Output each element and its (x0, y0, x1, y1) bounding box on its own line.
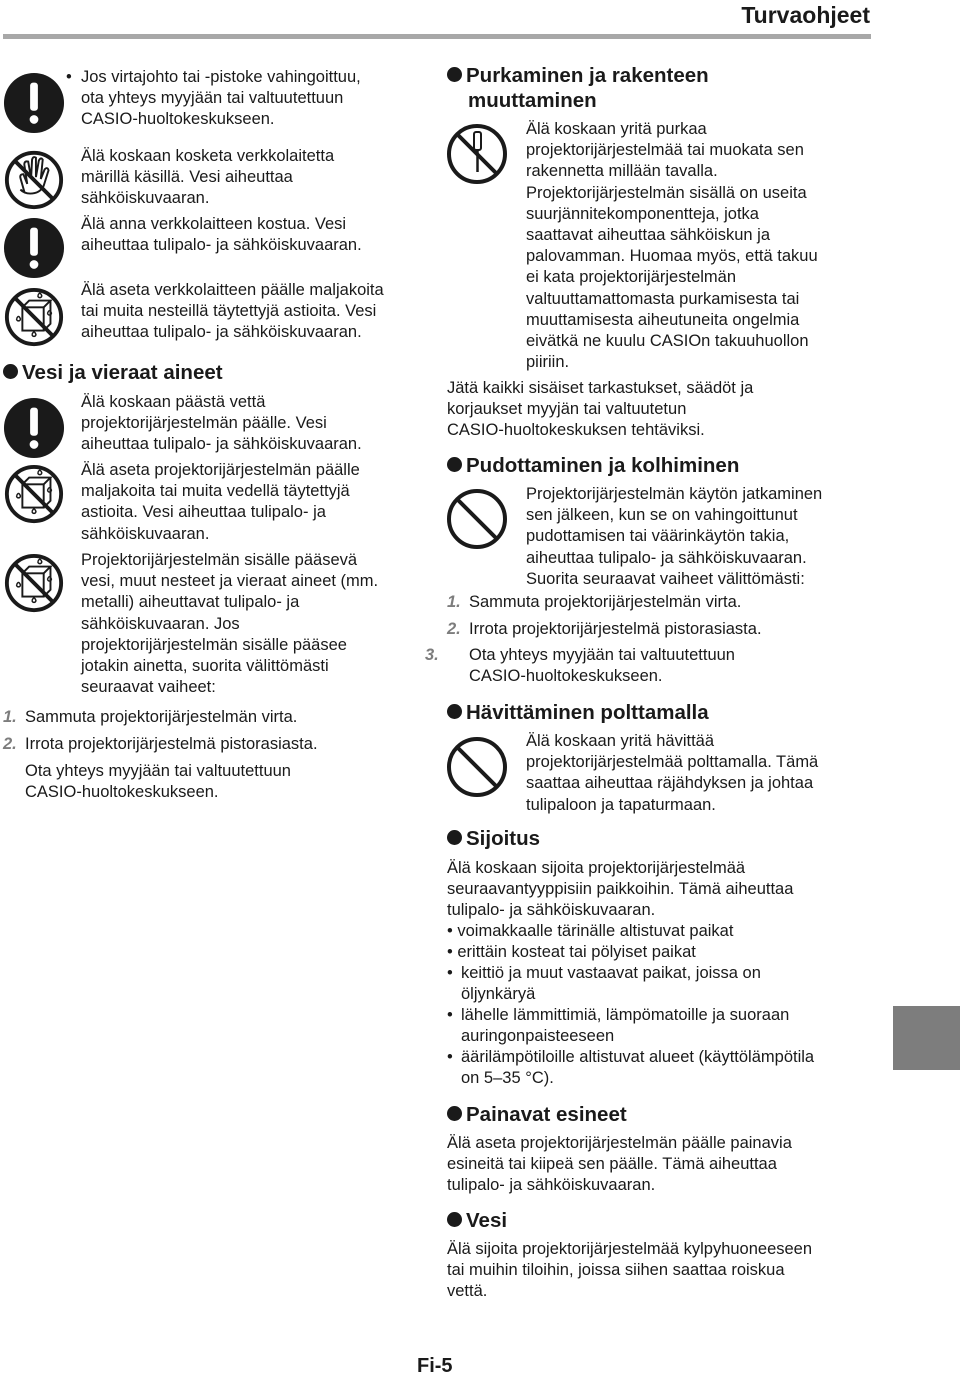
list-item (447, 963, 761, 1005)
section-heading-text: Vesi ja vieraat aineet (22, 361, 223, 384)
step-item (447, 592, 741, 613)
exclamation-icon (3, 217, 65, 279)
step-text: Ota yhteys myyjään tai valtuutettuun CASIO-huoltokeskukseen. (469, 646, 735, 686)
step-text: Sammuta projektorijärjestelmän virta. (469, 593, 742, 611)
section-heading-location (447, 827, 540, 852)
step-item (3, 734, 318, 755)
chapter-tab (893, 1006, 960, 1070)
section-bullet-icon (447, 457, 462, 472)
list-item: • voimakkaalle tärinälle altistuvat paikat (447, 922, 734, 940)
section-bullet-icon (447, 1106, 462, 1121)
section-heading-disassembly (447, 64, 709, 113)
right-paragraph: Älä sijoita projektorijärjestelmää kylpyhuoneeseen tai muihin tiloihin, joissa siihen saattaa roiskua vettä. (447, 1240, 813, 1301)
bullet-marker: • (66, 68, 72, 86)
step-text: Ota yhteys myyjään tai valtuutettuun CASIO-huoltokeskukseen. (25, 762, 291, 802)
page-header-title: Turvaohjeet (741, 2, 870, 28)
section-heading-text: Painavat esineet (466, 1103, 627, 1126)
list-item: • erittäin kosteat tai pölyiset paikat (447, 943, 696, 961)
list-item-text: äärilämpötiloille altistuvat alueet (käyttölämpötila on 5–35 °C). (461, 1048, 815, 1088)
step-number: 1. (447, 593, 461, 611)
list-item (447, 1005, 789, 1047)
left-bullet-text: Jos virtajohto tai -pistoke vahingoittuu, ota yhteys myyjään tai valtuutettuun CASIO-huoltokeskukseen. (81, 68, 361, 129)
list-item-text: keittiö ja muut vastaavat paikat, joissa on öljynkäryä (461, 964, 761, 1004)
section-heading-heavy (447, 1103, 627, 1128)
section-heading-drop (447, 454, 739, 479)
section-heading-text: Purkaminen ja rakenteen muuttaminen (466, 64, 709, 112)
section-heading-text: Sijoitus (466, 827, 541, 850)
no-water-icon (3, 286, 65, 348)
right-paragraph: Projektorijärjestelmän käytön jatkaminen sen jälkeen, kun se on vahingoittunut pudottamisen tai väärinkäytön takia, aiheuttaa tulipalo- ja sähköiskuvaaran. Suorita seuraavat vaiheet välittömästi: (526, 485, 823, 588)
no-water-icon (3, 463, 65, 525)
section-bullet-icon (447, 1212, 462, 1227)
right-paragraph: Älä koskaan yritä hävittää projektorijärjestelmää polttamalla. Tämä saattaa aiheuttaa räjähdyksen ja johtaa tulipaloon ja tapaturmaan. (526, 732, 819, 814)
step-text: Irrota projektorijärjestelmä pistorasiasta. (25, 735, 318, 753)
section-bullet-icon (447, 830, 462, 845)
list-bullet: • (447, 1048, 453, 1066)
step-item (425, 645, 735, 687)
section-heading-text: Hävittäminen polttamalla (466, 701, 709, 724)
right-paragraph: Älä aseta projektorijärjestelmän päälle painavia esineitä tai kiipeä sen päälle. Tämä aiheuttaa tulipalo- ja sähköiskuvaaran. (447, 1134, 792, 1195)
right-paragraph: Jätä kaikki sisäiset tarkastukset, säädöt ja korjaukset myyjän tai valtuutetun CASIO-huoltokeskuksen tehtäviksi. (447, 379, 754, 440)
left-paragraph: Älä aseta verkkolaitteen päälle maljakoita tai muita nesteillä täytettyjä astioita. Vesi aiheuttaa tulipalo- ja sähköiskuvaaran. (81, 281, 384, 342)
right-paragraph: Älä koskaan sijoita projektorijärjestelmää seuraavantyyppisiin paikkoihin. Tämä aiheuttaa tulipalo- ja sähköiskuvaaran. (447, 859, 794, 920)
section-heading-text: Pudottaminen ja kolhiminen (466, 454, 740, 477)
prohibition-icon (445, 487, 509, 551)
section-bullet-icon (447, 67, 462, 82)
no-water-icon (3, 552, 65, 614)
step-number: 2. (3, 735, 17, 753)
section-bullet-icon (3, 364, 18, 379)
section-heading-water (3, 361, 223, 386)
step-item (3, 761, 291, 803)
step-number: 3. (425, 646, 439, 664)
section-heading-burn (447, 701, 709, 726)
step-text: Irrota projektorijärjestelmä pistorasiasta. (469, 620, 762, 638)
list-item-text: voimakkaalle tärinälle altistuvat paikat (457, 922, 734, 940)
left-paragraph: Projektorijärjestelmän sisälle pääsevä vesi, muut nesteet ja vieraat aineet (mm. metalli) aiheuttavat tulipalo- ja sähköiskuvaaran. Jos projektorijärjestelmän sisälle pääsee jotakin ainetta, suorita välittömästi seuraavat vaiheet: (81, 551, 379, 697)
header-rule (3, 34, 871, 39)
left-paragraph: Älä koskaan kosketa verkkolaitetta märillä käsillä. Vesi aiheuttaa sähköiskuvaaran. (81, 147, 335, 208)
list-bullet: • (447, 1006, 453, 1024)
left-paragraph: Älä anna verkkolaitteen kostua. Vesi aiheuttaa tulipalo- ja sähköiskuvaaran. (81, 215, 362, 255)
left-paragraph: Älä aseta projektorijärjestelmän päälle maljakoita tai muita vedellä täytettyjä astioita. Vesi aiheuttaa tulipalo- ja sähköiskuvaaran. (81, 461, 360, 543)
list-item-text: lähelle lämmittimiä, lämpömatoille ja suoraan auringonpaisteeseen (461, 1006, 790, 1046)
left-paragraph: Älä koskaan päästä vettä projektorijärjestelmän päälle. Vesi aiheuttaa tulipalo- ja sähköiskuvaaran. (81, 393, 362, 454)
list-bullet: • (447, 964, 453, 982)
step-text: Sammuta projektorijärjestelmän virta. (25, 708, 298, 726)
exclamation-icon (3, 397, 65, 459)
page-number: Fi-5 (417, 1355, 453, 1377)
section-heading-text: Vesi (466, 1209, 508, 1232)
step-number (3, 761, 25, 782)
step-item (447, 619, 762, 640)
exclamation-icon (3, 72, 65, 134)
step-number: 2. (447, 620, 461, 638)
step-item (3, 707, 297, 728)
no-wet-hands-icon (3, 149, 65, 211)
section-bullet-icon (447, 704, 462, 719)
list-item-text: erittäin kosteat tai pölyiset paikat (457, 943, 696, 961)
no-disassembly-icon (445, 122, 509, 186)
section-heading-water2 (447, 1209, 507, 1234)
step-number: 1. (3, 708, 17, 726)
list-item (447, 1047, 814, 1089)
prohibition-icon (445, 735, 509, 799)
right-paragraph: Älä koskaan yritä purkaa projektorijärjestelmää tai muokata sen rakennetta millään tavalla. Projektorijärjestelmän sisällä on useita suurjännitekomponentteja, jotka saattavat aiheuttaa sähköiskun ja palovamman. Huomaa myös, että takuu ei kata projektorijärjestelmän valtuuttamattomasta purkamisesta tai muuttamisesta aiheutuneita ongelmia eivätkä ne kuulu CASIOn takuuhuollon piiriin. (526, 120, 818, 372)
